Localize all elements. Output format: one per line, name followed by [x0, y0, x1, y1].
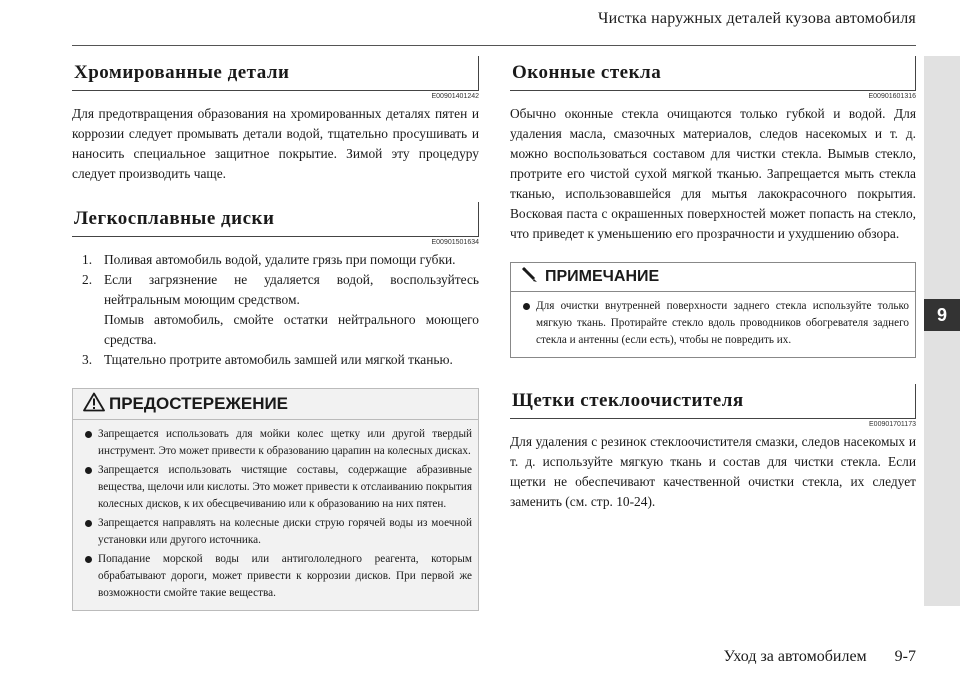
pencil-icon: [521, 266, 539, 289]
warning-triangle-icon: [83, 392, 105, 417]
section-title: Щетки стеклоочистителя: [512, 390, 744, 411]
step-text: Тщательно протрите автомобиль замшей или мягкой тканью.: [104, 352, 453, 367]
bullet-icon: [85, 520, 92, 527]
list-item: [79, 551, 472, 602]
section-code: E00901501634: [431, 239, 479, 246]
list-item: [79, 462, 472, 513]
wipers-paragraph: Для удаления с резинок стеклоочистителя смазки, следов насекомых и т. д. используйте мягкую ткань и состав для чистки стекла. Если щетки не обеспечивают качественной очистки стекла, их следует заменить (см. стр. 10-24).: [510, 434, 916, 509]
list-item: [82, 270, 479, 350]
caution-text: Запрещается использовать для мойки колес щетку или другой твердый инструмент. Это может привести к образованию царапин на колесных дисках.: [98, 428, 472, 457]
caution-list: [73, 420, 478, 610]
list-item: [79, 426, 472, 460]
caution-header: [73, 389, 478, 420]
list-item: [517, 298, 909, 349]
step-subtext: Помыв автомобиль, смойте остатки нейтрального моющего средства.: [104, 312, 479, 347]
header-rule: [72, 45, 916, 46]
footer-section-name: Уход за автомобилем: [723, 648, 867, 665]
bullet-icon: [85, 556, 92, 563]
page-number: 9-7: [894, 648, 916, 665]
step-number: 1.: [82, 252, 93, 267]
step-text: Если загрязнение не удаляется водой, воспользуйтесь нейтральным моющим средством.: [104, 272, 479, 307]
section-header-alloy: [72, 202, 479, 237]
note-box: [510, 262, 916, 358]
section-header-wipers: [510, 384, 916, 419]
step-number: 2.: [82, 272, 93, 287]
note-text: Для очистки внутренней поверхности заднего стекла используйте только мягкую ткань. Протирайте стекло вдоль проводников обогревателя заднего стекла и антенны (если есть), чтобы не повредить их.: [536, 300, 909, 346]
section-title: Легкосплавные диски: [74, 208, 275, 229]
section-code: E00901701173: [869, 421, 916, 428]
header-title: Чистка наружных деталей кузова автомобиля: [598, 10, 916, 27]
chapter-side-tab: [924, 56, 960, 606]
list-item: [82, 250, 479, 270]
step-text: Поливая автомобиль водой, удалите грязь при помощи губки.: [104, 252, 456, 267]
list-item: [82, 350, 479, 370]
section-header-windows: [510, 56, 916, 91]
left-column: [72, 56, 479, 611]
caution-title: ПРЕДОСТЕРЕЖЕНИЕ: [109, 394, 289, 413]
section-code: E00901401242: [431, 93, 479, 100]
caution-text: Попадание морской воды или антигололедного реагента, которым обрабатывают дороги, может привести к коррозии дисков. При первой же возможности смойте такие вещества.: [98, 553, 472, 599]
bullet-icon: [85, 467, 92, 474]
bullet-icon: [85, 431, 92, 438]
caution-text: Запрещается использовать чистящие составы, содержащие абразивные вещества, щелочи или кислоты. Это может привести к отслаиванию покрытия колесных дисков, к их обесцвечиванию или к образованию на них пятен.: [98, 464, 472, 510]
note-header: [511, 263, 915, 292]
note-title: ПРИМЕЧАНИЕ: [545, 268, 660, 285]
section-header-chrome: [72, 56, 479, 91]
step-number: 3.: [82, 352, 93, 367]
section-title: Оконные стекла: [512, 62, 662, 83]
caution-box: [72, 388, 479, 611]
list-item: [79, 515, 472, 549]
caution-text: Запрещается направлять на колесные диски струю горячей воды из моечной установки или другого источника.: [98, 517, 472, 546]
windows-paragraph: Обычно оконные стекла очищаются только губкой и водой. Для удаления масла, смазочных материалов, следов насекомых и т. д. можно воспользоваться составом для чистки стекла. Вымыв стекло, протрите его чистой сухой мягкой тканью. Запрещается мыть стекла тканью, использовавшейся для мытья лакокрасочного покрытия. Восковая паста с окрашенных поверхностей может попасть на стекло, что приведет к уменьшению его прозрачности и ухудшению обзора.: [510, 106, 916, 241]
bullet-icon: [523, 303, 530, 310]
section-title: Хромированные детали: [74, 62, 290, 83]
alloy-steps-list: [72, 250, 479, 370]
section-code: E00901601316: [868, 93, 916, 100]
note-list: [511, 292, 915, 357]
chrome-paragraph: Для предотвращения образования на хромированных деталях пятен и коррозии следует промывать детали водой, тщательно просушивать и наносить специальное защитное покрытие. Зимой эту процедуру следует производить чаще.: [72, 106, 479, 181]
chapter-number-badge: 9: [924, 299, 960, 331]
right-column: [510, 56, 916, 512]
page-footer: [724, 648, 916, 666]
